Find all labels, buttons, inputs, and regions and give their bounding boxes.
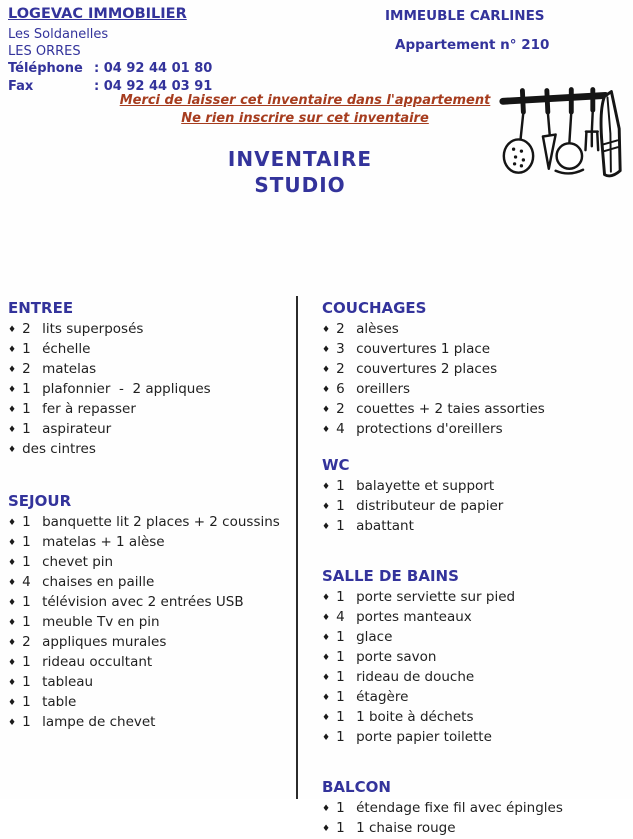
inventory-item [8,513,288,533]
item-quantity: 1 [22,381,31,397]
diamond-bullet-icon: ♦ [8,618,17,628]
diamond-bullet-icon: ♦ [322,502,331,512]
diamond-bullet-icon: ♦ [322,693,331,703]
item-quantity: 2 [22,321,31,337]
section-header: BALCON [322,778,391,796]
diamond-bullet-icon: ♦ [322,325,331,335]
item-quantity: 1 [22,514,31,530]
section-sejour [8,492,288,733]
diamond-bullet-icon: ♦ [322,804,331,814]
item-quantity: 1 [22,421,31,437]
section-header: SEJOUR [8,492,72,510]
diamond-bullet-icon: ♦ [322,593,331,603]
item-quantity: 2 [336,401,345,417]
item-label: porte savon [356,649,437,665]
item-label: étendage fixe fil avec épingles [356,800,563,816]
item-label: meuble Tv en pin [42,614,160,630]
item-label: couvertures 2 places [356,361,498,377]
diamond-bullet-icon: ♦ [8,325,17,335]
inventory-item [8,713,288,733]
column-divider [296,296,298,799]
item-label: lampe de chevet [42,714,156,730]
agency-address-line1: Les Soldanelles [8,27,109,42]
diamond-bullet-icon: ♦ [8,718,17,728]
item-quantity: 1 [336,800,345,816]
item-quantity: 1 [336,498,345,514]
inventory-item [322,608,624,628]
item-label: fer à repasser [42,401,136,417]
item-quantity: 1 [336,629,345,645]
item-quantity: 3 [336,341,345,357]
inventory-item [322,340,624,360]
agency-name: LOGEVAC IMMOBILIER [8,6,187,22]
building-block [385,8,549,53]
item-label: couettes + 2 taies assorties [356,401,545,417]
inventory-item [322,819,624,839]
item-label: tableau [42,674,94,690]
diamond-bullet-icon: ♦ [8,678,17,688]
item-quantity: 1 [336,669,345,685]
agency-phone [8,60,212,78]
item-label: protections d'oreillers [356,421,503,437]
item-quantity: 2 [336,361,345,377]
item-label: échelle [42,341,91,357]
item-quantity: 4 [336,609,345,625]
item-label: lits superposés [42,321,144,337]
item-quantity: 1 [22,341,31,357]
inventory-item [322,628,624,648]
item-quantity: 1 [336,709,345,725]
inventory-item [8,633,288,653]
inventory-item [322,588,624,608]
item-quantity: 2 [22,634,31,650]
item-quantity: 1 [22,674,31,690]
item-label: chevet pin [42,554,114,570]
inventory-item [8,420,288,440]
item-label: rideau de douche [356,669,475,685]
inventory-item [8,593,288,613]
document-subtitle: STUDIO [254,173,346,197]
apartment-number: Appartement n° 210 [395,37,550,53]
item-label: banquette lit 2 places + 2 coussins [42,514,280,530]
diamond-bullet-icon: ♦ [8,638,17,648]
item-quantity: 1 [22,654,31,670]
item-label: étagère [356,689,409,705]
item-quantity: 1 [22,594,31,610]
building-name: IMMEUBLE CARLINES [385,8,545,24]
right-column [322,299,624,839]
fax-label: Fax [8,78,34,94]
inventory-item [322,517,624,537]
item-quantity: 4 [336,421,345,437]
item-label: portes manteaux [356,609,472,625]
inventory-item [8,693,288,713]
item-label: chaises en paille [42,574,155,590]
diamond-bullet-icon: ♦ [322,633,331,643]
inventory-item [8,573,288,593]
inventory-item [8,360,288,380]
item-label: 1 boite à déchets [356,709,474,725]
diamond-bullet-icon: ♦ [322,425,331,435]
item-quantity: 1 [336,589,345,605]
item-quantity: 1 [336,689,345,705]
item-quantity: 1 [22,614,31,630]
notice-line-2: Ne rien inscrire sur cet inventaire [181,111,429,126]
agency-block [8,6,212,95]
section-balcon [322,778,624,839]
inventory-item [322,728,624,748]
item-label: rideau occultant [42,654,153,670]
item-quantity: 1 [22,401,31,417]
item-label: table [42,694,77,710]
inventory-item [322,668,624,688]
inventory-item [322,320,624,340]
phone-label: Téléphone [8,61,83,76]
diamond-bullet-icon: ♦ [8,405,17,415]
diamond-bullet-icon: ♦ [322,673,331,683]
item-label: porte serviette sur pied [356,589,516,605]
item-label: abattant [356,518,414,534]
item-quantity: 2 [22,361,31,377]
item-label: télévision avec 2 entrées USB [42,594,244,610]
inventory-item [322,420,624,440]
diamond-bullet-icon: ♦ [8,538,17,548]
diamond-bullet-icon: ♦ [322,522,331,532]
section-header: ENTREE [8,299,74,317]
inventory-item [8,653,288,673]
section-header: COUCHAGES [322,299,427,317]
item-label: aspirateur [42,421,112,437]
item-quantity: 1 [336,820,345,836]
inventory-item [322,648,624,668]
item-label: des cintres [22,441,96,457]
diamond-bullet-icon: ♦ [322,405,331,415]
diamond-bullet-icon: ♦ [8,345,17,355]
diamond-bullet-icon: ♦ [8,658,17,668]
item-label: balayette et support [356,478,495,494]
inventory-item [8,673,288,693]
diamond-bullet-icon: ♦ [322,482,331,492]
diamond-bullet-icon: ♦ [322,824,331,834]
item-label: couvertures 1 place [356,341,491,357]
inventory-item [8,440,288,460]
diamond-bullet-icon: ♦ [322,733,331,743]
item-quantity: 2 [336,321,345,337]
diamond-bullet-icon: ♦ [322,613,331,623]
item-quantity: 1 [336,518,345,534]
section-header: SALLE DE BAINS [322,567,459,585]
diamond-bullet-icon: ♦ [322,653,331,663]
diamond-bullet-icon: ♦ [8,558,17,568]
diamond-bullet-icon: ♦ [8,598,17,608]
item-label: appliques murales [42,634,167,650]
inventory-item [8,340,288,360]
item-label: distributeur de papier [356,498,504,514]
item-label: matelas + 1 alèse [42,534,165,550]
section-couchages [322,299,624,440]
item-label: alèses [356,321,399,337]
diamond-bullet-icon: ♦ [8,445,17,455]
section-entree [8,299,288,460]
item-label: porte papier toilette [356,729,492,745]
item-quantity: 1 [336,649,345,665]
diamond-bullet-icon: ♦ [322,345,331,355]
diamond-bullet-icon: ♦ [322,385,331,395]
item-quantity: 1 [22,554,31,570]
inventory-item [322,708,624,728]
inventory-item [322,799,624,819]
diamond-bullet-icon: ♦ [322,365,331,375]
item-quantity: 1 [22,534,31,550]
fax-value: : 04 92 44 03 91 [94,78,213,94]
item-label: glace [356,629,393,645]
document-title-block [0,146,600,198]
item-quantity: 1 [336,729,345,745]
item-quantity: 6 [336,381,345,397]
item-quantity: 1 [22,694,31,710]
diamond-bullet-icon: ♦ [8,365,17,375]
inventory-item [8,533,288,553]
inventory-item [322,497,624,517]
item-label: plafonnier - 2 appliques [42,381,211,397]
diamond-bullet-icon: ♦ [8,425,17,435]
inventory-item [8,553,288,573]
item-quantity: 1 [336,478,345,494]
inventory-item [322,380,624,400]
inventory-item [8,380,288,400]
section-salle-de-bains [322,567,624,748]
item-quantity: 1 [22,714,31,730]
section-header: WC [322,456,350,474]
left-column [8,299,288,733]
item-quantity: 4 [22,574,31,590]
diamond-bullet-icon: ♦ [8,385,17,395]
inventory-item [322,360,624,380]
agency-address-line2: LES ORRES [8,44,81,59]
inventory-item [322,400,624,420]
item-label: matelas [42,361,97,377]
notice-line-1: Merci de laisser cet inventaire dans l'appartement [119,93,491,108]
item-label: oreillers [356,381,411,397]
inventory-item [322,688,624,708]
inventory-item [8,400,288,420]
section-wc [322,456,624,537]
item-label: 1 chaise rouge [356,820,456,836]
diamond-bullet-icon: ♦ [8,578,17,588]
inventory-item [8,613,288,633]
document-title: INVENTAIRE [227,147,373,171]
phone-value: : 04 92 44 01 80 [94,61,213,76]
inventory-item [8,320,288,340]
diamond-bullet-icon: ♦ [8,698,17,708]
diamond-bullet-icon: ♦ [8,518,17,528]
diamond-bullet-icon: ♦ [322,713,331,723]
inventory-item [322,477,624,497]
